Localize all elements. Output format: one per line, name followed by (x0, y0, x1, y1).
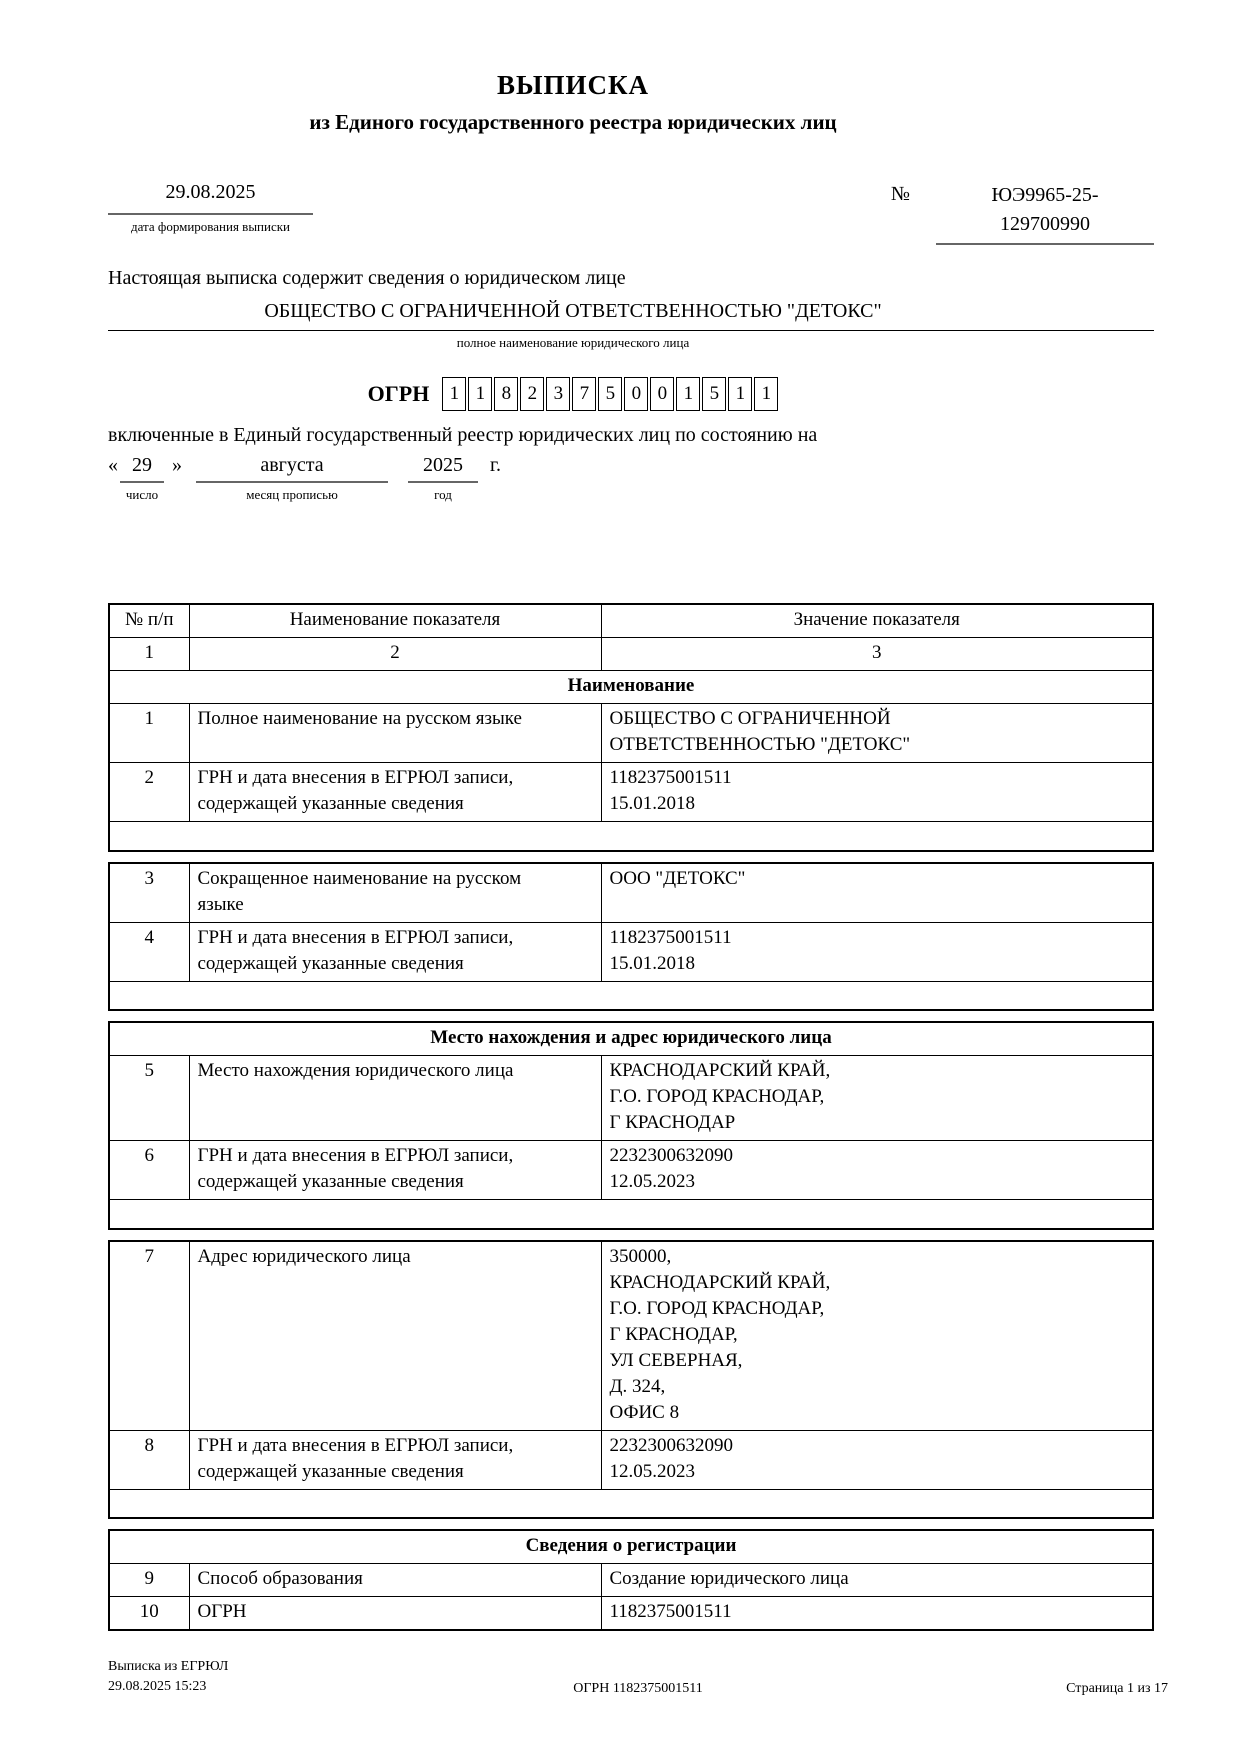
ogrn-digit-box: 1 (468, 377, 492, 411)
company-name-label: полное наименование юридического лица (456, 335, 690, 350)
ogrn-digit-boxes (442, 377, 778, 411)
month-value: августа (196, 454, 388, 483)
open-quote: « (108, 454, 118, 476)
footer-left (108, 1657, 468, 1696)
table-row (109, 704, 1153, 763)
table-header-row (109, 604, 1153, 638)
column-number-cell: 1 (109, 638, 189, 671)
spacer-cell (109, 981, 1153, 1010)
row-name-cell: ГРН и дата внесения в ЕГРЮЛ записи, содержащей указанные сведения (189, 1430, 601, 1489)
row-name-cell: Место нахождения юридического лица (189, 1056, 601, 1141)
ogrn-digit-box: 1 (728, 377, 752, 411)
spacer-cell (109, 1200, 1153, 1229)
table-row (109, 1056, 1153, 1141)
table-header-cell: Значение показателя (601, 604, 1153, 638)
table-block (108, 1021, 1154, 1230)
row-value-cell: 2232300632090 12.05.2023 (601, 1141, 1153, 1200)
table-row (109, 763, 1153, 822)
row-value-cell: 1182375001511 (601, 1597, 1153, 1631)
month-label: месяц прописью (246, 487, 338, 502)
formation-date-block (108, 181, 313, 245)
row-number-cell: 9 (109, 1564, 189, 1597)
year-unit (408, 454, 478, 503)
row-value-cell: 1182375001511 15.01.2018 (601, 763, 1153, 822)
close-quote: » (172, 454, 182, 476)
table-row (109, 1141, 1153, 1200)
data-table-area (108, 603, 1154, 1631)
ogrn-digit-box: 0 (624, 377, 648, 411)
ogrn-digit-box: 5 (702, 377, 726, 411)
row-number-cell: 1 (109, 704, 189, 763)
column-numbers-row (109, 638, 1153, 671)
day-label: число (125, 487, 159, 502)
section-header: Наименование (109, 671, 1153, 704)
day-value: 29 (120, 454, 164, 483)
section-header: Место нахождения и адрес юридического лица (109, 1022, 1153, 1056)
table-header-cell: № п/п (109, 604, 189, 638)
row-number-cell: 6 (109, 1141, 189, 1200)
row-number-cell: 10 (109, 1597, 189, 1631)
row-name-cell: ГРН и дата внесения в ЕГРЮЛ записи, содержащей указанные сведения (189, 922, 601, 981)
extract-number-line1: ЮЭ9965-25- (991, 184, 1099, 206)
table-row (109, 1241, 1153, 1431)
row-name-cell: Способ образования (189, 1564, 601, 1597)
number-sign: № (890, 183, 910, 205)
ogrn-digit-box: 5 (598, 377, 622, 411)
spacer-row (109, 1489, 1153, 1518)
column-number-cell: 3 (601, 638, 1153, 671)
table-header-cell: Наименование показателя (189, 604, 601, 638)
spacer-cell (109, 1489, 1153, 1518)
intro-text: Настоящая выписка содержит сведения о юридическом лице (108, 267, 626, 289)
extract-number-line2: 129700990 (1000, 213, 1090, 235)
section-header-row (109, 1530, 1153, 1564)
table-block (108, 862, 1154, 1012)
section-header: Сведения о регистрации (109, 1530, 1153, 1564)
table-row (109, 1430, 1153, 1489)
row-value-cell: ООО "ДЕТОКС" (601, 863, 1153, 923)
ogrn-digit-box: 3 (546, 377, 570, 411)
ogrn-digit-box: 1 (754, 377, 778, 411)
day-unit (120, 454, 164, 503)
table-row (109, 1564, 1153, 1597)
table-row (109, 922, 1153, 981)
row-name-cell: Сокращенное наименование на русском языке (189, 863, 601, 923)
row-value-cell: 350000, КРАСНОДАРСКИЙ КРАЙ, Г.О. ГОРОД КРАСНОДАР, Г КРАСНОДАР, УЛ СЕВЕРНАЯ, Д. 324, ОФИС 8 (601, 1241, 1153, 1431)
footer-datetime: 29.08.2025 15:23 (108, 1679, 207, 1695)
ogrn-digit-box: 7 (572, 377, 596, 411)
included-line: включенные в Единый государственный реестр юридических лиц по состоянию на (108, 424, 818, 446)
row-value-cell: ОБЩЕСТВО С ОГРАНИЧЕННОЙ ОТВЕТСТВЕННОСТЬЮ "ДЕТОКС" (601, 704, 1153, 763)
table-block (108, 1240, 1154, 1520)
table-block (108, 1529, 1154, 1631)
document-subtitle: из Единого государственного реестра юридических лиц (309, 110, 837, 134)
row-name-cell: Адрес юридического лица (189, 1241, 601, 1431)
section-header-row (109, 1022, 1153, 1056)
ogrn-digit-box: 8 (494, 377, 518, 411)
ogrn-digit-box: 0 (650, 377, 674, 411)
year-label: год (434, 487, 452, 502)
row-number-cell: 7 (109, 1241, 189, 1431)
spacer-row (109, 981, 1153, 1010)
row-name-cell: ОГРН (189, 1597, 601, 1631)
company-name-underline (108, 330, 1154, 331)
ogrn-row (108, 377, 1038, 411)
footer-page-info: Страница 1 из 17 (1066, 1680, 1168, 1696)
row-name-cell: ГРН и дата внесения в ЕГРЮЛ записи, содержащей указанные сведения (189, 1141, 601, 1200)
formation-date: 29.08.2025 (108, 181, 313, 215)
spacer-row (109, 822, 1153, 851)
column-number-cell: 2 (189, 638, 601, 671)
row-value-cell: 2232300632090 12.05.2023 (601, 1430, 1153, 1489)
table-row (109, 863, 1153, 923)
table-row (109, 1597, 1153, 1631)
row-value-cell: 1182375001511 15.01.2018 (601, 922, 1153, 981)
row-name-cell: Полное наименование на русском языке (189, 704, 601, 763)
formation-date-label: дата формирования выписки (130, 219, 291, 234)
year-value: 2025 (408, 454, 478, 483)
row-number-cell: 3 (109, 863, 189, 923)
spacer-cell (109, 822, 1153, 851)
section-header-row (109, 671, 1153, 704)
row-name-cell: ГРН и дата внесения в ЕГРЮЛ записи, содержащей указанные сведения (189, 763, 601, 822)
row-value-cell: Создание юридического лица (601, 1564, 1153, 1597)
row-number-cell: 4 (109, 922, 189, 981)
ogrn-digit-box: 1 (442, 377, 466, 411)
document-page (108, 0, 1168, 1697)
date-number-row (108, 181, 1154, 245)
table-block (108, 603, 1154, 852)
ogrn-digit-box: 2 (520, 377, 544, 411)
ogrn-digit-box: 1 (676, 377, 700, 411)
company-name: ОБЩЕСТВО С ОГРАНИЧЕННОЙ ОТВЕТСТВЕННОСТЬЮ "ДЕТОКС" (264, 300, 882, 322)
company-block (108, 300, 1154, 351)
state-date-line (108, 454, 1154, 503)
page-footer (108, 1657, 1168, 1696)
extract-number-block (891, 181, 1154, 245)
row-number-cell: 5 (109, 1056, 189, 1141)
month-unit (196, 454, 388, 503)
row-number-cell: 8 (109, 1430, 189, 1489)
footer-ogrn: ОГРН 1182375001511 (573, 1680, 703, 1696)
row-value-cell: КРАСНОДАРСКИЙ КРАЙ, Г.О. ГОРОД КРАСНОДАР, Г КРАСНОДАР (601, 1056, 1153, 1141)
extract-number (936, 181, 1154, 245)
document-title: ВЫПИСКА (496, 70, 650, 100)
ogrn-label: ОГРН (367, 381, 430, 406)
row-number-cell: 2 (109, 763, 189, 822)
year-suffix: г. (490, 454, 501, 476)
footer-doc-type: Выписка из ЕГРЮЛ (108, 1659, 229, 1675)
spacer-row (109, 1200, 1153, 1229)
